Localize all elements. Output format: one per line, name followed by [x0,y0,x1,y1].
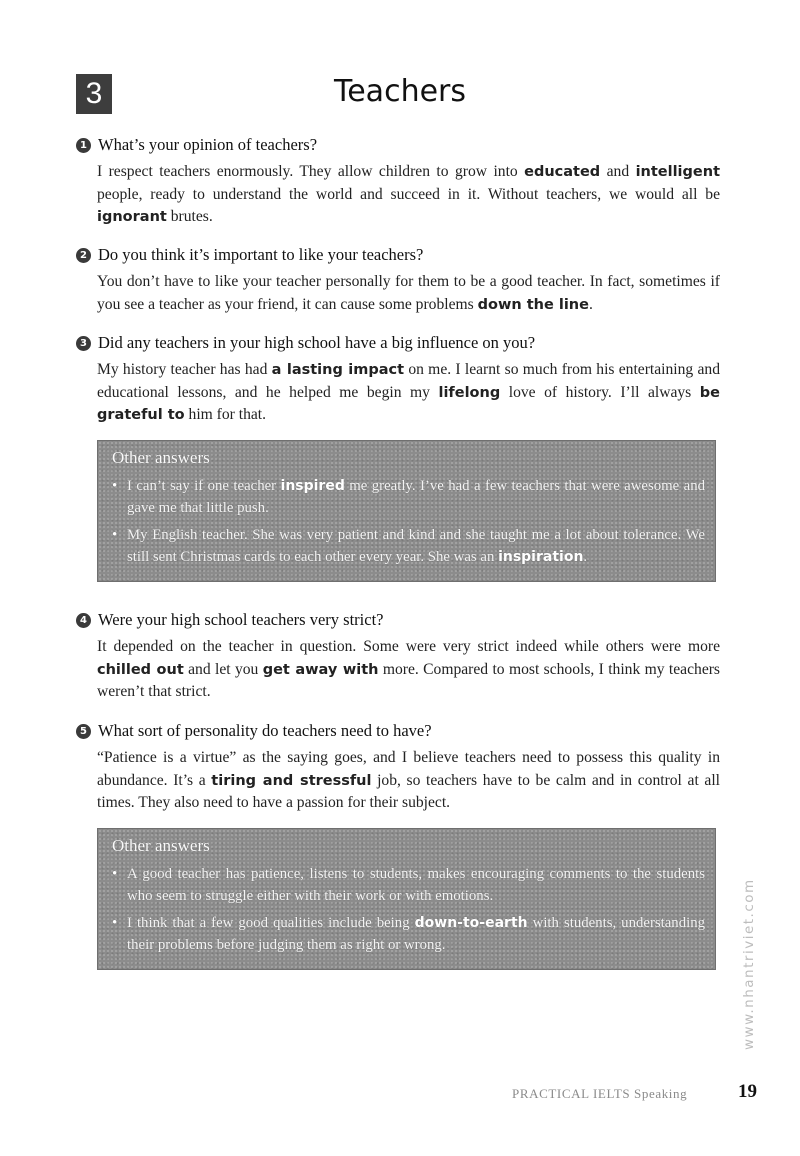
text-run: A good teacher has patience, listens to students, makes encouraging comments to the students who seem to struggle either with their work or with emotions. [127,866,705,904]
answer-text [97,747,720,815]
key-term: tiring and stressful [211,772,372,789]
other-answers-box-2 [97,828,716,970]
page-title: Teachers [334,74,466,109]
answer-text [97,271,720,316]
text-run: him for that. [184,406,267,423]
other-answers-title: Other answers [112,836,210,855]
text-run: I think that a few good qualities include being [127,915,415,931]
text-run: “Patience is a virtue” as the saying goes, and I believe teachers need to possess this quality in abundance. It’s a [97,749,720,789]
other-answer-item [112,475,705,519]
key-term: inspiration [498,549,584,565]
text-run: It depended on the teacher in question. Some were very strict indeed while others were more [97,638,720,655]
text-run: on me. I learnt so much from his entertaining and educational lessons, and he helped me begin my [97,361,721,401]
key-term: ignorant [97,209,167,225]
question-block-1 [76,134,720,229]
other-answers-box-1 [97,440,716,582]
text-run: brutes. [166,208,213,225]
key-term: educated [524,164,601,180]
key-term: lifelong [438,384,501,401]
page-number: 19 [738,1081,757,1102]
question-block-4 [76,609,720,704]
text-run: and [600,163,636,180]
text-run: people, ready to understand the world and succeed in it. Without teachers, we would all be [97,185,720,203]
text-run: me greatly. I’ve had a few teachers that were awesome and gave me that little push. [127,478,705,516]
answer-text [97,636,720,704]
answer-text [97,161,720,229]
question-block-5 [76,720,720,815]
text-run: job, so teachers have to be calm and in control at all times. They also need to have a passion for their subject. [97,771,720,811]
text-run: You don’t have to like your teacher personally for them to be a good teacher. In fact, sometimes if you see a teacher as your friend, it can cause some problems [97,273,720,313]
key-term: down-to-earth [414,915,528,931]
text-run: . [588,295,593,313]
key-term: intelligent [635,164,720,180]
footer-book-title: PRACTICAL IELTS Speaking [512,1086,688,1101]
answer-text [97,359,720,427]
key-term: a lasting impact [271,362,405,378]
other-answers-title: Other answers [112,448,210,467]
question-number-4: 4 [76,613,91,628]
key-term: chilled out [97,661,184,678]
other-answer-item [112,863,705,907]
text-run: My English teacher. She was very patient and kind and she taught me a lot about tolerance. We still sent Christmas cards to each other every year. She was an [127,527,705,565]
question-block-3 [76,332,720,427]
text-run: love of history. I’ll always [500,383,700,401]
text-run: more. Compared to most schools, I think my teachers weren’t that strict. [97,660,720,700]
question-number-2: 2 [76,248,91,263]
text-run: with students, understanding their problems before judging them as right or wrong. [127,915,706,953]
question-text: What’s your opinion of teachers? [98,135,318,154]
other-answer-item [112,524,705,568]
question-number-5: 5 [76,724,91,739]
unit-number-badge: 3 [76,74,112,114]
key-term: be grateful to [97,384,720,423]
question-text: Do you think it’s important to like your teachers? [98,245,424,264]
text-run: My history teacher has had [97,361,272,378]
watermark: www.nhantriviet.com [741,878,757,1050]
text-run: . [583,549,588,565]
key-term: get away with [262,661,379,678]
text-run: I respect teachers enormously. They allow children to grow into [97,163,525,180]
text-run: I can’t say if one teacher [127,478,281,494]
key-term: inspired [280,478,345,494]
question-text: Were your high school teachers very strict? [98,610,384,629]
other-answer-item [112,912,705,956]
text-run: and let you [183,660,263,678]
question-block-2 [76,244,720,316]
question-text: Did any teachers in your high school have a big influence on you? [98,333,536,352]
question-text: What sort of personality do teachers need to have? [98,721,432,740]
question-number-1: 1 [76,138,91,153]
key-term: down the line [477,296,589,313]
question-number-3: 3 [76,336,91,351]
